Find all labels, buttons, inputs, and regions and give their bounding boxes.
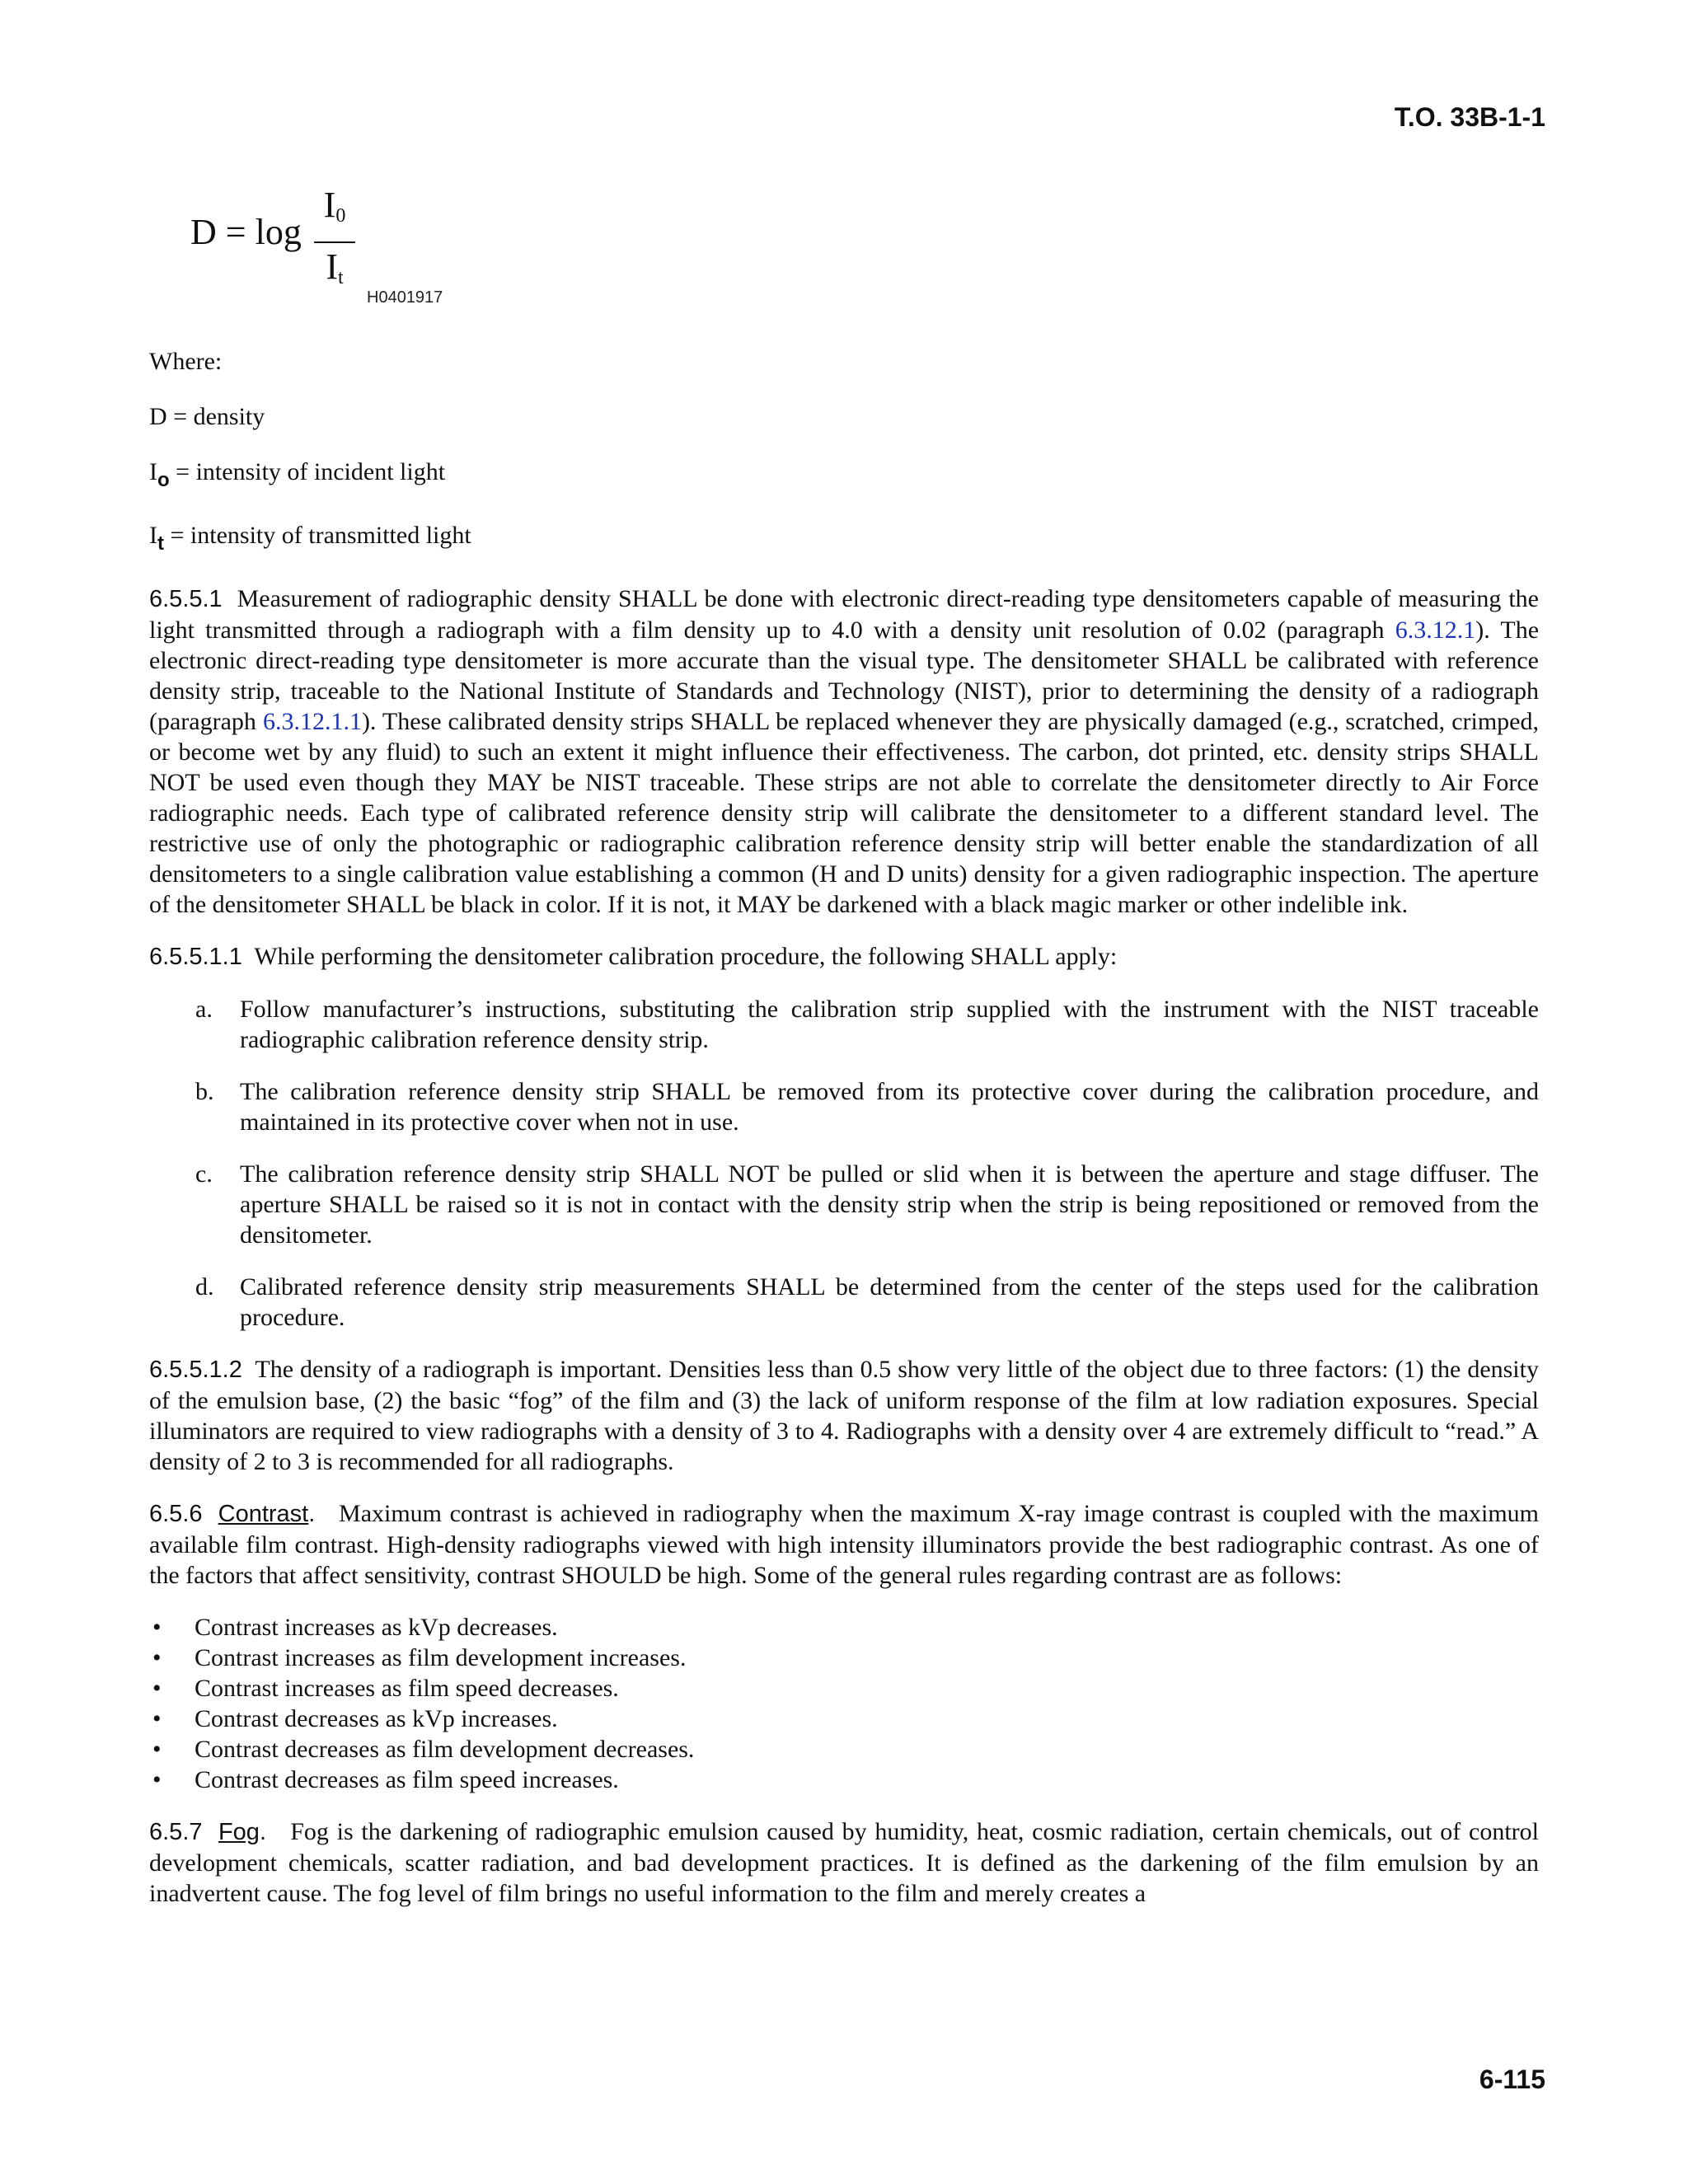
definition-it: $I_t$ = intensity of transmitted light <box>149 522 471 555</box>
ref-link-6-3-12-1-1[interactable]: 6.3.12.1.1 <box>262 708 362 735</box>
list-item: • Contrast increases as kVp decreases. <box>152 1614 558 1641</box>
paragraph-number: 6.5.5.1.1 <box>149 944 242 970</box>
document-id: T.O. 33B-1-1 <box>1394 102 1545 132</box>
formula-fraction <box>314 181 355 302</box>
formula-lhs: D = log <box>190 212 302 252</box>
section-heading-contrast: Contrast <box>218 1501 309 1527</box>
paragraph-6-5-6: 6.5.6 Contrast. Maximum contrast is achieved in radiography when the maximum X-ray image contrast is coupled with the maximum available film contrast. High-density radiographs viewed with high intensity illuminators provide the best radiographic contrast. As one of the factors that affect sensitivity, contrast SHOULD be high. Some of the general rules regarding contrast are as follows: <box>149 1500 1540 1589</box>
calibration-steps-list <box>149 994 1539 1333</box>
ref-link-6-3-12-1[interactable]: 6.3.12.1 <box>1395 616 1476 644</box>
bullet-icon: • <box>152 1614 162 1641</box>
definition-d: D = density <box>149 403 265 430</box>
where-label: Where: <box>149 348 223 375</box>
page-number: 6-115 <box>1479 2064 1545 2094</box>
figure-id: H0401917 <box>367 288 443 307</box>
bullet-icon: • <box>152 1705 162 1732</box>
paragraph-number: 6.5.5.1 <box>149 586 223 612</box>
paragraph-6-5-7: 6.5.7 Fog. Fog is the darkening of radiographic emulsion caused by humidity, heat, cosmic radiation, certain chemicals, out of control development chemicals, scatter radiation, and bad development practices. It is defined as the darkening of the film emulsion by an inadvertent cause. The fog level of film brings no useful information to the film and merely creates a <box>149 1818 1540 1907</box>
paragraph-6-5-5-1: 6.5.5.1 Measurement of radiographic density SHALL be done with electronic direct-reading type densitometers capable of measuring the light transmitted through a radiograph with a film density up to 4.0 with a density unit resolution of 0.02 (paragraph 6.3.12.1). The electronic direct-reading type densitometer is more accurate than the visual type. The densitometer SHALL be calibrated with reference density strip, traceable to the National Institute of Standards and Technology (NIST), prior to determining the density of a radiograph (paragraph 6.3.12.1.1). These calibrated density strips SHALL be replaced whenever they are physically damaged (e.g., scratched, crimped, or become wet by any fluid) to such an extent it might influence their effectiveness. The carbon, dot printed, etc. density strips SHALL NOT be used even though they MAY be NIST traceable. These strips are not able to correlate the densitometer directly to Air Force radiographic needs. Each type of calibrated reference density strip will calibrate the densitometer to a different standard level. The restrictive use of only the photographic or radiographic calibration reference density strip will better enable the standardization of all densitometers to a single calibration value establishing a common (H and D units) density for a given radiographic inspection. The aperture of the densitometer SHALL be black in color. If it is not, it MAY be darkened with a black magic marker or other indelible ink. <box>149 585 1540 918</box>
contrast-rules-list <box>149 1612 1539 1795</box>
list-item: c. The calibration reference density strip SHALL NOT be pulled or slid when it is between the aperture and stage diffuser. The aperture SHALL be raised so it is not in contact with the density strip when the strip is being repositioned or removed from the densitometer. <box>195 1160 1539 1249</box>
paragraph-6-5-5-1-2: 6.5.5.1.2 The density of a radiograph is important. Densities less than 0.5 show very little of the object due to three factors: (1) the density of the emulsion base, (2) the basic “fog” of the film and (3) the lack of uniform response of the film at low radiation exposures. Special illuminators are required to view radiographs with a density of 3 to 4. Radiographs with a density over 4 are extremely difficult to “read.” A density of 2 to 3 is recommended for all radiographs. <box>149 1356 1539 1475</box>
paragraph-number: 6.5.7 <box>149 1819 203 1845</box>
list-item: • Contrast increases as film development increases. <box>152 1644 687 1671</box>
list-item: d. Calibrated reference density strip measurements SHALL be determined from the center of the steps used for the calibration procedure. <box>195 1273 1539 1331</box>
formula-denominator: $I_t$ <box>326 246 344 288</box>
list-item: • Contrast decreases as kVp increases. <box>152 1705 558 1732</box>
list-item: a. Follow manufacturer’s instructions, substituting the calibration strip supplied with the instrument with the NIST traceable radiographic calibration reference density strip. <box>195 996 1539 1053</box>
section-heading-fog: Fog <box>218 1819 260 1845</box>
bullet-icon: • <box>152 1644 162 1671</box>
paragraph-number: 6.5.5.1.2 <box>149 1357 242 1383</box>
bullet-icon: • <box>152 1736 162 1763</box>
list-item: • Contrast decreases as film speed increases. <box>152 1766 619 1793</box>
list-item: b. The calibration reference density strip SHALL be removed from its protective cover during the calibration procedure, and maintained in its protective cover when not in use. <box>195 1078 1539 1136</box>
bullet-icon: • <box>152 1766 162 1793</box>
formula-numerator: $I_0$ <box>314 181 355 243</box>
list-item: • Contrast decreases as film development decreases. <box>152 1736 695 1763</box>
definition-io: $I_o$ = intensity of incident light <box>149 458 446 491</box>
paragraph-number: 6.5.6 <box>149 1501 203 1527</box>
paragraph-6-5-5-1-1: 6.5.5.1.1 While performing the densitometer calibration procedure, the following SHALL apply: <box>149 943 1118 970</box>
list-item: • Contrast increases as film speed decreases. <box>152 1675 619 1702</box>
document-body <box>149 346 1539 1930</box>
bullet-icon: • <box>152 1675 162 1702</box>
